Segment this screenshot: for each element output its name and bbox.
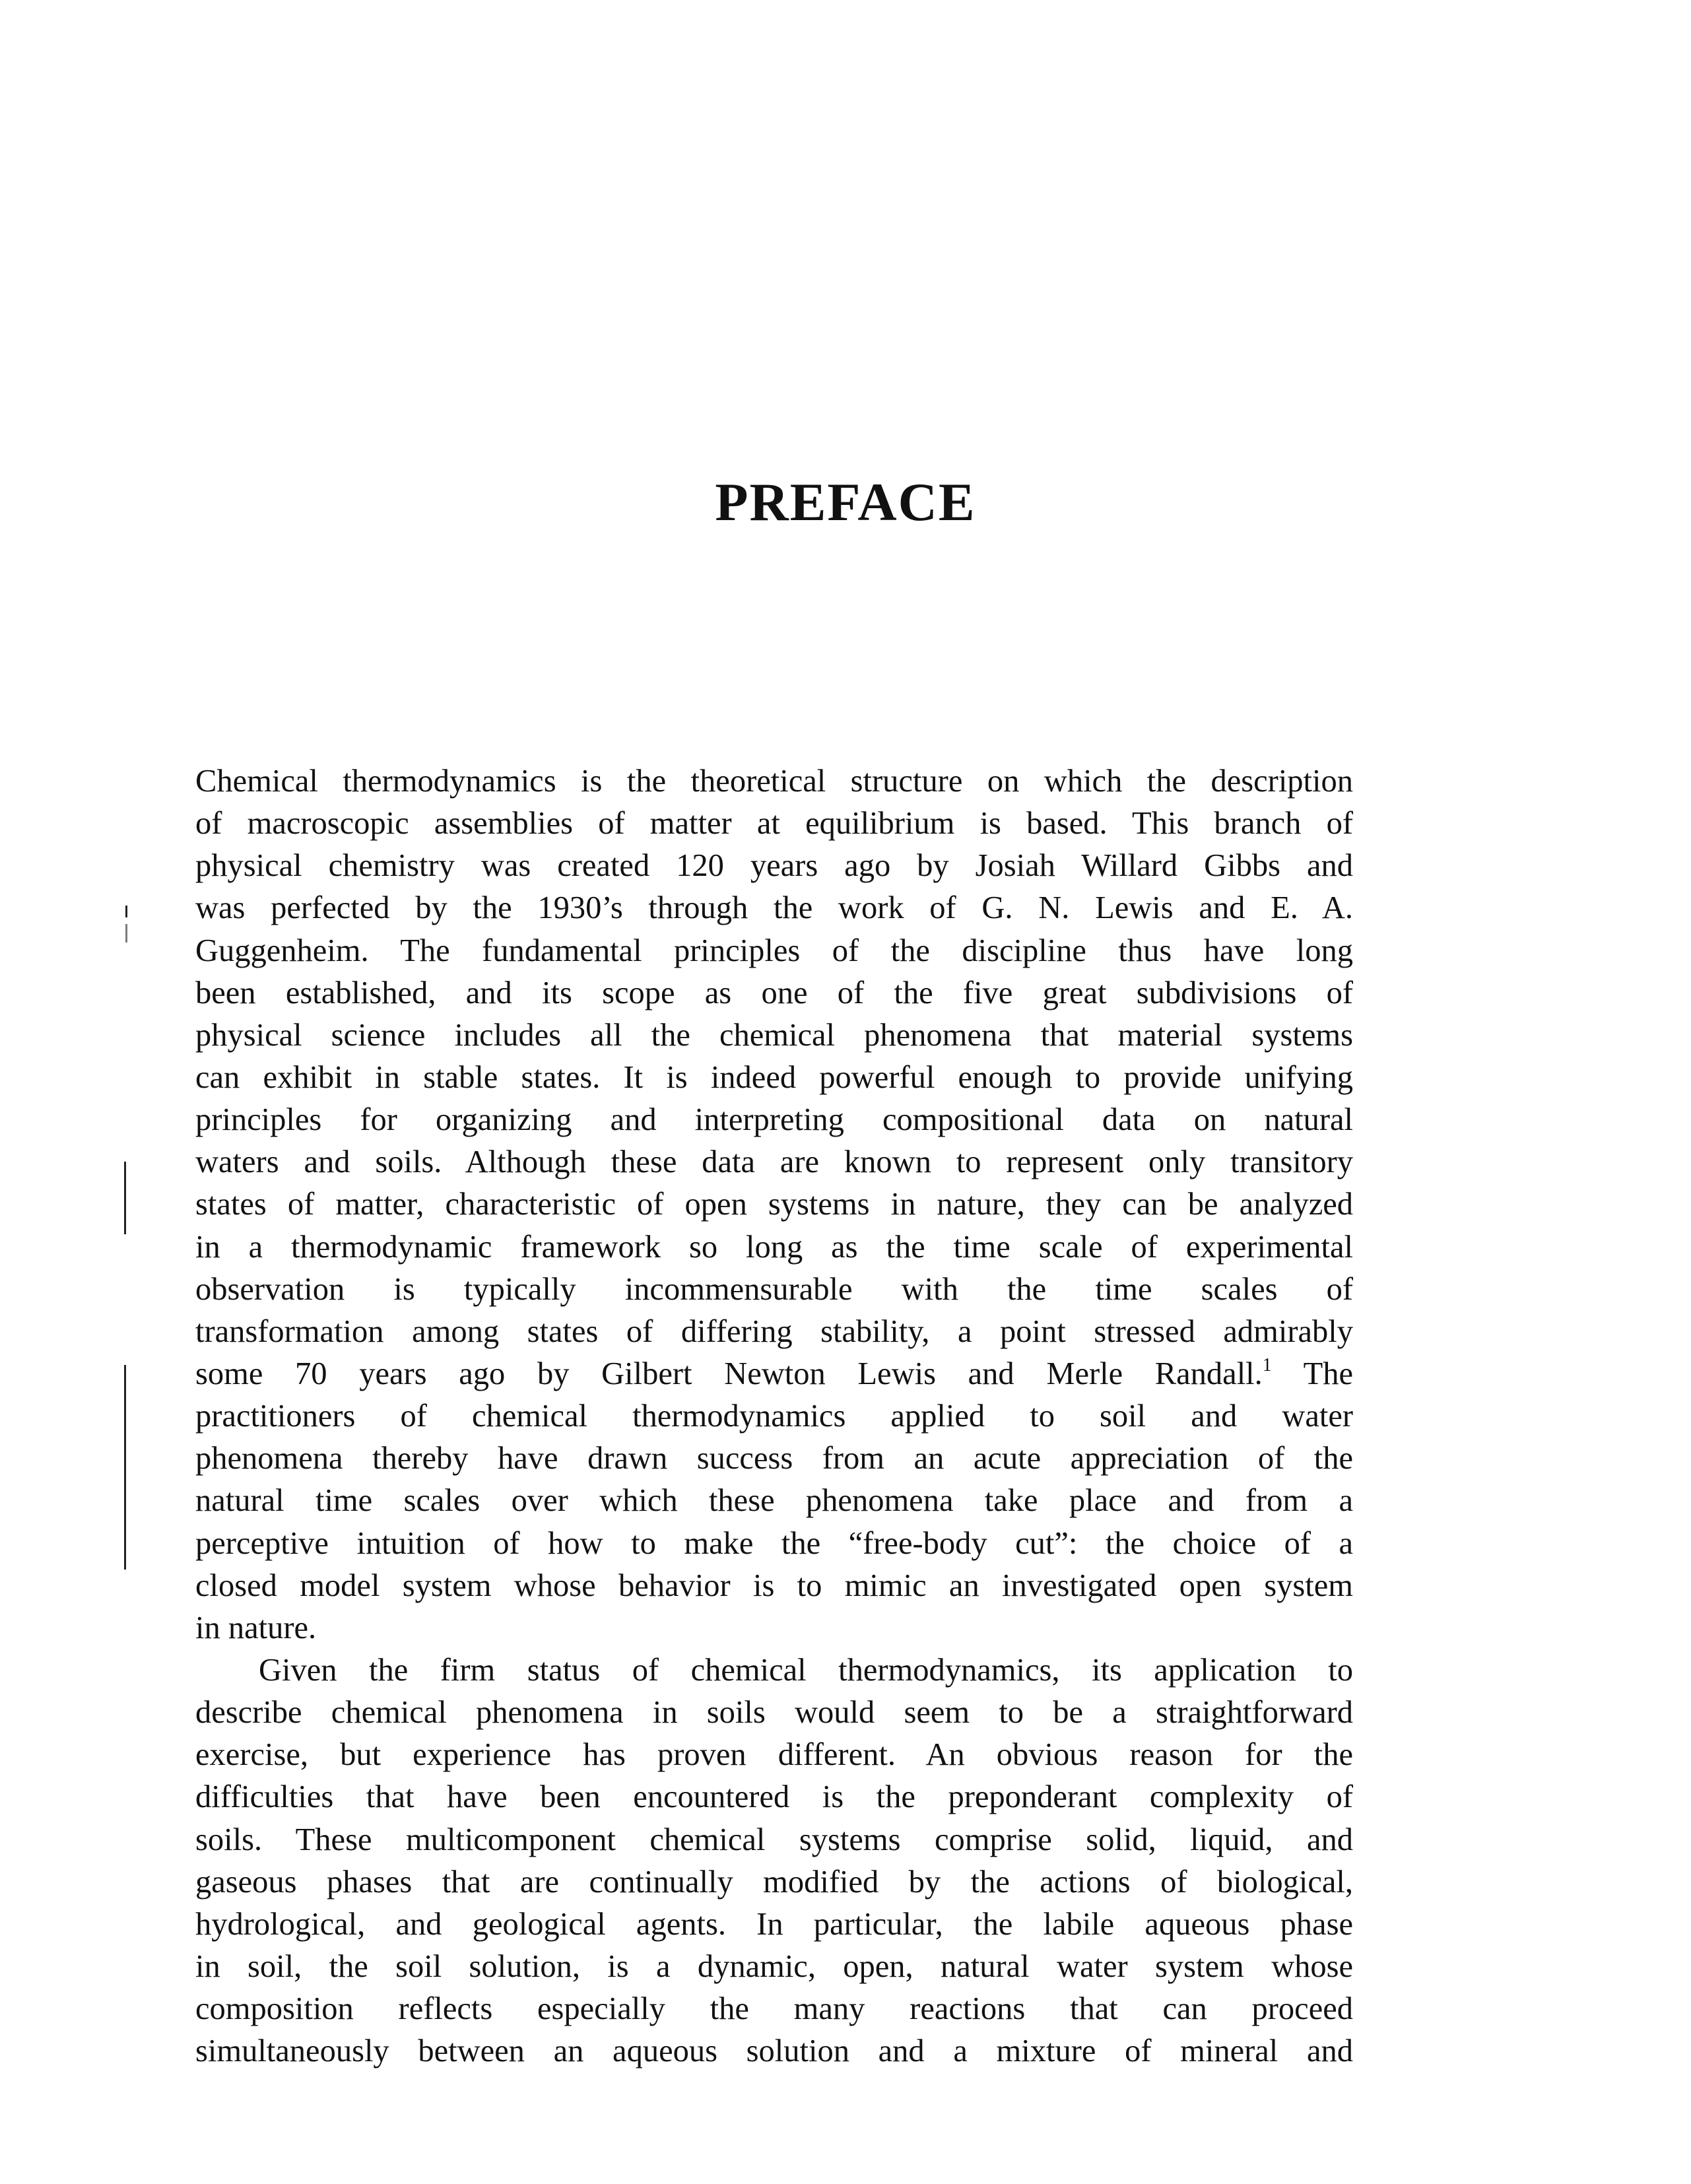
paragraph-2 [195,1649,1353,2072]
text-segment: The [1303,1356,1354,1391]
text-line: was perfected by the 1930’s through the work of G. N. Lewis and E. A. [195,890,1353,926]
footnote-marker: 1 [1262,1354,1272,1375]
text-line: describe chemical phenomena in soils would seem to be a straightforward [195,1695,1353,1731]
text-line: perceptive intuition of how to make the “free-body cut”: the choice of a [195,1525,1353,1561]
page-title: PREFACE [715,472,976,532]
paragraph-1 [195,760,1353,1649]
text-line: natural time scales over which these phenomena take place and from a [195,1483,1353,1519]
text-line: physical science includes all the chemical phenomena that material systems [195,1017,1353,1053]
text-line-with-footnote [195,1353,1353,1395]
text-line: exercise, but experience has proven different. An obvious reason for the [195,1737,1353,1773]
text-line: Guggenheim. The fundamental principles of the discipline thus have long [195,933,1353,968]
margin-mark [125,924,127,943]
text-line: states of matter, characteristic of open systems in nature, they can be analyzed [195,1187,1353,1222]
text-line: gaseous phases that are continually modified by the actions of biological, [195,1864,1353,1900]
text-line: Chemical thermodynamics is the theoretical structure on which the description [195,764,1353,799]
text-line: observation is typically incommensurable with the time scales of [195,1271,1353,1307]
text-line: physical chemistry was created 120 years ago by Josiah Willard Gibbs and [195,848,1353,884]
text-line: principles for organizing and interpreting compositional data on natural [195,1102,1353,1138]
margin-mark [124,1162,126,1234]
text-line: Given the firm status of chemical thermodynamics, its application to [259,1652,1353,1688]
margin-mark [125,906,127,917]
text-line: practitioners of chemical thermodynamics applied to soil and water [195,1399,1353,1434]
text-line: hydrological, and geological agents. In particular, the labile aqueous phase [195,1906,1353,1942]
text-segment: some 70 years ago by Gilbert Newton Lewis and Merle Randall. [195,1356,1263,1391]
text-line: in nature. [195,1610,317,1645]
text-line: been established, and its scope as one of the five great subdivisions of [195,975,1353,1010]
text-line: simultaneously between an aqueous solution and a mixture of mineral and [195,2034,1353,2069]
text-line: closed model system whose behavior is to mimic an investigated open system [195,1568,1353,1603]
text-line: waters and soils. Although these data are known to represent only transitory [195,1144,1353,1180]
text-line: soils. These multicomponent chemical systems comprise solid, liquid, and [195,1822,1353,1857]
preface-body [195,760,1353,2072]
text-line: transformation among states of differing stability, a point stressed admirably [195,1313,1353,1349]
text-line: composition reflects especially the many reactions that can proceed [195,1991,1353,2027]
margin-mark [124,1365,126,1570]
text-line: in soil, the soil solution, is a dynamic, open, natural water system whose [195,1948,1353,1984]
text-line: in a thermodynamic framework so long as the time scale of experimental [195,1229,1353,1265]
text-line: can exhibit in stable states. It is indeed powerful enough to provide unifying [195,1059,1353,1095]
text-line: phenomena thereby have drawn success from an acute appreciation of the [195,1441,1353,1476]
text-line: of macroscopic assemblies of matter at equilibrium is based. This branch of [195,806,1353,842]
text-line: difficulties that have been encountered is the preponderant complexity of [195,1779,1353,1815]
